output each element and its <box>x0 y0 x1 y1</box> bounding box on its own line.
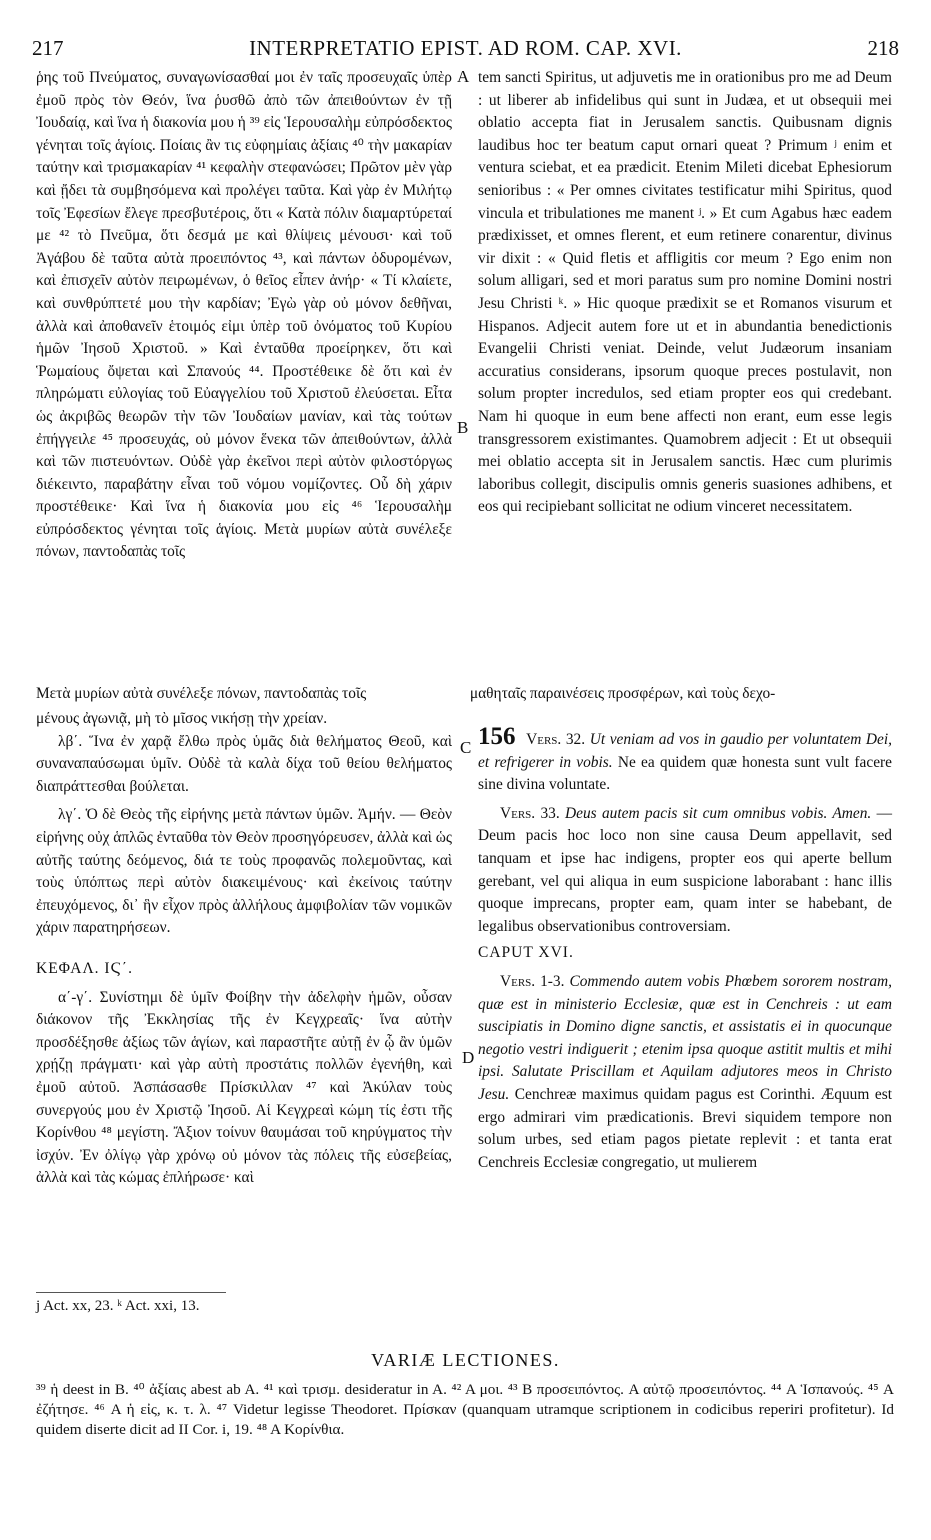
greek-chapter-title: ΚΕΦΑΛ. ΙϚ΄. <box>36 959 133 977</box>
latin-v32-comment: Ne ea quidem quæ honesta sunt vult facere sine divina voluntate. <box>478 753 892 794</box>
margin-marker-b: B <box>457 418 469 437</box>
greek-column <box>36 67 452 692</box>
page-number-left: 217 <box>32 36 64 60</box>
latin-v33-text: Deus autem pacis sit cum omnibus vobis. Amen. <box>565 804 872 822</box>
latin-column-lower <box>478 723 892 1174</box>
greek-verse-32: λβ΄. Ἵνα ἐν χαρᾷ ἔλθω πρὸς ὑμᾶς διὰ θελήματος Θεοῦ, καὶ συναναπαύσωμαι ὑμῖν. Οὐδὲ τὰ καλὰ δίχα τοῦ θείου θελήματος διαπράττεσθαι βούλεται. <box>36 732 452 795</box>
variae-lectiones-text: ³⁹ ἡ deest in B. ⁴⁰ ἀξίαις abest ab A. ⁴¹ καὶ τρισμ. desideratur in A. ⁴² A μοι. ⁴³ B προσειπόντος. A αὐτῷ προσειπόντος. ⁴⁴ A Ἱσπανούς. ⁴⁵ A ἐζήτησε. ⁴⁶ A ἡ εἰς, κ. τ. λ. ⁴⁷ Videtur legisse Theodoret. Πρίσκαν (quanquam utramque scriptionem in codicibus reperiri profitetur). Id quidem diserte dicit ad II Cor. i, 19. ⁴⁸ A Κορίνθια. <box>36 1381 894 1438</box>
running-header <box>30 36 901 64</box>
greek-continuation: μένους ἀγωνιᾷ, μὴ τὸ μῖσος νικήσῃ τὴν χρείαν. <box>36 710 328 727</box>
margin-marker-d: D <box>462 1048 475 1067</box>
latin-v32-label: Vers. 32. <box>526 731 586 748</box>
margin-marker-c: C <box>460 738 472 757</box>
greek-paragraph-1: ῥης τοῦ Πνεύματος, συναγωνίσασθαί μοι ἐν ταῖς προσευχαῖς ὑπὲρ ἐμοῦ πρὸς τὸν Θεόν, ἵνα ῥυσθῶ ἀπὸ τῶν ἀπειθούντων ἐν τῇ Ἰουδαίᾳ, καὶ ἵνα ἡ διακονία μου ἡ ³⁹ εἰς Ἱερουσαλὴμ εὐπρόσδεκτος γένηται τοῖς ἁγίοις. Ποίαις ἂν τις εὐφημίαις ἀξίαις ⁴⁰ τὴν μακαρίαν ταύτην καὶ τρισμακαρίαν ⁴¹ κεφαλὴν στεφανώσει; Πρῶτον μὲν γὰρ καὶ ᾔδει τὰ συμβησόμενα καὶ προλέγει ταῦτα. Καὶ γὰρ ἐν Μιλήτῳ τοῖς Ἐφεσίων ἔλεγε πρεσβυτέροις, ὅτι « Κατὰ πόλιν διαμαρτύρεταί με ⁴² τὸ Πνεῦμα, ὅτι δεσμά με καὶ θλίψεις μένουσι· καὶ τοῦ Ἀγάβου δὲ ταῦτα αὐτὰ προειπόντος ⁴³, καὶ πάντων ὀδυρομένων, καὶ ἐπισχεῖν αὐτὸν πειρωμένων, ὁ θεῖος εἶπεν ἀνήρ· « Τί κλαίετε, καὶ συνθρύπτετέ μου τὴν καρδίαν; Ἐγὼ γὰρ οὐ μόνον δεθῆναι, ἀλλὰ καὶ ἀποθανεῖν ἑτοιμός εἰμι ὑπὲρ τοῦ ὀνόματος τοῦ Κυρίου ἡμῶν Ἰησοῦ Χριστοῦ. » Καὶ ἐνταῦθα προείρηκεν, ὅτι καὶ Ῥωμαίους ὄψεται καὶ Σπανούς ⁴⁴. Προστέθεικε δὲ ὅτι καὶ ἐν πληρώματι εὐλογίας τοῦ Εὐαγγελίου τοῦ Χριστοῦ ἐλεύσεται. Εἶτα ὡς ἀκριβῶς θεωρῶν τὴν τῶν Ἰουδαίων μανίαν, καὶ τὰς τούτων ἐπήγγειλε ⁴⁵ προσευχάς, οὐ μόνον ἕνεκα τῶν ἀπειθούντων, ἀλλὰ καὶ τῶν πιστευόντων. Οὐδὲ γὰρ ἐκεῖνοι περὶ αὐτὸν φιλοστόργως διέκειντο, παραβάτην εἶναι τοῦ νόμου νομίζοντες. Οὗ δὴ χάριν προστέθεικε· Καὶ ἵνα ἡ διακονία μου εἰς ⁴⁶ Ἱερουσαλὴμ εὐπρόσδεκτος γένηται τοῖς ἁγίοις. Μετὰ μυρίων αὐτὰ συνέλεξε πόνων, παντοδαπὰς τοῖς <box>36 69 452 561</box>
greek-verse-1-3: α΄-γ΄. Συνίστημι δὲ ὑμῖν Φοίβην τὴν ἀδελφὴν ἡμῶν, οὖσαν διάκονον τῆς Ἐκκλησίας τῆς ἐν Κεγχρεαῖς· ἵνα αὐτὴν προσδέξησθε ἀξίως τῶν ἁγίων, καὶ παραστῆτε αὐτῇ ἐν ᾧ ἂν ὑμῶν χρῄζῃ πράγματι· καὶ γὰρ αὐτὴ προστάτις πολλῶν ἐγενήθη, καὶ ἐμοῦ αὐτοῦ. Ἀσπάσασθε Πρίσκιλλαν ⁴⁷ καὶ Ἀκύλαν τοὺς συνεργούς μου ἐν Χριστῷ Ἰησοῦ. Αἱ Κεγχρεαὶ κώμη τίς ἐστι τῆς Κορίνθου ⁴⁸ μεγίστη. Ἄξιον τοίνυν θαυμάσαι τοῦ κηρύγματος τὴν ἰσχύν. Ἐν ὀλίγῳ γὰρ χρόνῳ οὐ μόνον τὰς πόλεις τῆς εὐσεβείας, ἀλλὰ καὶ τὰς κώμας ἐπλήρωσε· καὶ <box>36 988 452 1187</box>
latin-v32-text: Ut veniam ad vos in gaudio per voluntatem Dei, et refrigerer in vobis. <box>478 731 892 771</box>
greek-wide-line-left: Μετὰ μυρίων αὐτὰ συνέλεξε πόνων, παντοδαπὰς τοῖς <box>36 685 367 702</box>
footnotes: j Act. xx, 23. ᵏ Act. xxi, 13. <box>36 1298 200 1314</box>
latin-v33-comment: — Deum pacis hoc loco non sine causa Deum appellavit, sed tanquam et ipse hac indigens, propter eos qui aperte bellum gerebant, vel qui aliqua in eum suspicione laborabant : hanc illis quoque imprecans, propter eam, quam inter se habebant, de legalibus observationibus controversiam. <box>478 804 892 935</box>
page-number-right: 218 <box>867 36 899 60</box>
latin-v33-label: Vers. 33. <box>500 804 560 822</box>
greek-wide-line-right: μαθηταῖς παραινέσεις προσφέρων, καὶ τοὺς δεχο- <box>469 685 776 702</box>
latin-column-top <box>478 67 892 671</box>
latin-v1-3-comment: Cenchreæ maximus quidam pagus est Corinthi. Æquum est ergo admirari vim prædicationis. Brevi siquidem tempore non solum urbes, sed etiam pagos pietate replevit : et tanta erat Cenchreis Ecclesiæ congregatio, ut mulierem <box>478 1085 892 1171</box>
column-number: 156 <box>478 723 516 750</box>
greek-verse-33: λγ΄. Ὁ δὲ Θεὸς τῆς εἰρήνης μετὰ πάντων ὑμῶν. Ἀμήν. — Θεὸν εἰρήνης οὐχ ἁπλῶς ἐνταῦθα τὸν Θεὸν προσηγόρευσεν, ἀλλὰ καὶ ὡς αὐτῆς ταύτης δεόμενος, διά τε τοὺς προφανῶς πολεμοῦντας, καὶ τοὺς ὑπόπτως περὶ αὐτὸν διακειμένους· καὶ ἐκείνοις ταύτην ἐπευχόμενος, δι᾽ ἣν εἶχον πρὸς ἀλλήλους ἀμφιβολίαν τῶν νομικῶν χάριν παρατηρήσεων. <box>36 806 452 937</box>
full-width-line <box>36 683 892 706</box>
latin-paragraph-1: tem sancti Spiritus, ut adjuvetis me in orationibus pro me ad Deum : ut liberer ab infidelibus qui sunt in Judæa, et ut obsequii mei oblatio accepta fiat in Jerusalem sanctis. Quibusnam dignis laudibus hoc ter beatum caput ornari queat ? Primum ʲ enim et ventura sciebat, et ea prædicit. Etenim Mileti dicebat Ephesiorum senioribus : « Per omnes civitates testificatur mihi Spiritus, quod vincula et tribulationes me manent ʲ. » Et cum Agabus hæc eadem prædixisset, et omnes flerent, et eum retinere conarentur, divinus vir dixit : « Quid fletis et affligitis cor meum ? Ego enim non solum alligari, sed et mori paratus sum pro nomine Domini nostri Jesu Christi ᵏ. » Hic quoque prædixit se et Romanos visurum et Hispanos. Adjecit autem fore ut et in abundantia benedictionis Evangelii Christi veniat. Deinde, velut Judæorum insaniam accuratius considerans, ipsorum quoque preces postulavit, non solum propter incredulos, sed etiam propter eos qui credebant. Nam hi quoque in eum bene affecti non erant, eum esse legis transgressorem existimantes. Quamobrem adjecit : Et ut obsequii mei oblatio accepta sit in Jerusalem sanctis. Hæc cum plurimis laboribus collegit, discipulis omnis generis suasiones adhibens, et eos qui recipiebant sollicitat ne odium vinceret necessitatem. <box>478 69 892 516</box>
footnote-rule <box>36 1292 226 1293</box>
latin-chapter-title: CAPUT XVI. <box>478 944 574 962</box>
greek-column-lower <box>36 708 452 1190</box>
running-title: INTERPRETATIO EPIST. AD ROM. CAP. XVI. <box>249 36 682 60</box>
latin-v1-3-label: Vers. 1-3. <box>500 972 565 990</box>
variae-lectiones-title: VARIÆ LECTIONES. <box>371 1350 560 1370</box>
margin-marker-a: A <box>457 67 470 86</box>
latin-v1-3-text: Commendo autem vobis Phœbem sororem nostram, quæ est in ministerio Ecclesiæ, quæ est in Cenchreis : ut eam suscipiatis in Domino digne sanctis, et assistatis ei in quocunque negotio vestri indiguerit ; etenim ipsa quoque astitit multis et mihi ipsi. Salutate Priscillam et Aquilam adjutores meos in Christo Jesu. <box>478 972 892 1103</box>
